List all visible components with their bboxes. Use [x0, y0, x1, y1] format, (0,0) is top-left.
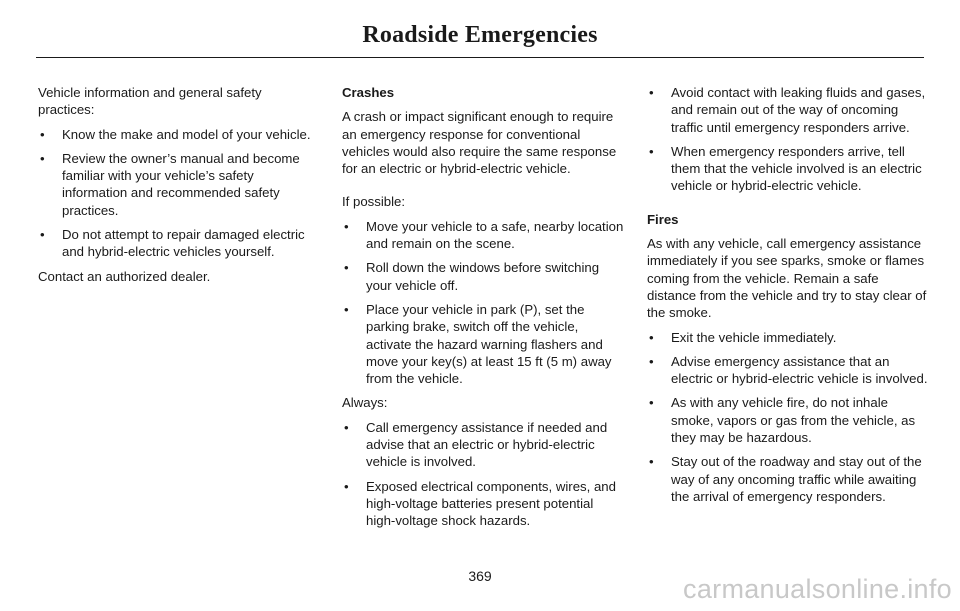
list-item: • Exit the vehicle immediately. [647, 329, 929, 346]
always-list [342, 419, 624, 530]
list-item: • Place your vehicle in park (P), set the parking brake, switch off the vehicle, activate the hazard warning flashers and move your key(s) at least 15 ft (5 m) away from the vehicle. [342, 301, 624, 387]
header-rule [36, 57, 924, 58]
crashes-intro: A crash or impact significant enough to require an emergency response for conventional vehicles would also require the same response for an electric or hybrid-electric vehicle. [342, 109, 617, 177]
list-item: • Review the owner’s manual and become familiar with your vehicle’s safety information and recommended safety practices. [38, 150, 320, 219]
list-item: • Know the make and model of your vehicle. [38, 126, 320, 143]
list-item: • Move your vehicle to a safe, nearby location and remain on the scene. [342, 218, 624, 253]
list-item: • Exposed electrical components, wires, and high-voltage batteries present potential high-voltage shock hazards. [342, 478, 624, 530]
watermark: carmanualsonline.info [683, 574, 952, 604]
fires-list [647, 329, 929, 506]
column-2 [342, 84, 624, 537]
page-number: 369 [468, 568, 492, 584]
crashes-heading: Crashes [342, 85, 395, 100]
if-possible-list [342, 218, 624, 388]
column-3 [647, 84, 929, 512]
vehicle-info-list [38, 126, 320, 261]
list-item: • When emergency responders arrive, tell them that the vehicle involved is an electric vehicle or hybrid-electric vehicle. [647, 143, 929, 195]
vehicle-info-intro: Vehicle information and general safety practices: [38, 85, 262, 118]
list-item: • Roll down the windows before switching your vehicle off. [342, 259, 624, 294]
fires-heading: Fires [647, 211, 679, 227]
dealer-note: Contact an authorized dealer. [38, 268, 211, 284]
list-item: • Advise emergency assistance that an electric or hybrid-electric vehicle is involved. [647, 353, 929, 388]
if-possible-label: If possible: [342, 194, 406, 210]
column-1 [38, 84, 320, 292]
list-item: • Stay out of the roadway and stay out of the way of any oncoming traffic while awaiting the arrival of emergency responders. [647, 453, 929, 505]
list-item: • Do not attempt to repair damaged electric and hybrid-electric vehicles yourself. [38, 226, 320, 261]
list-item: • As with any vehicle fire, do not inhale smoke, vapors or gas from the vehicle, as they may be hazardous. [647, 394, 929, 446]
crash-continued-list [647, 84, 929, 195]
list-item: • Call emergency assistance if needed and advise that an electric or hybrid-electric vehicle is involved. [342, 419, 624, 471]
always-label: Always: [342, 395, 388, 411]
page-title: Roadside Emergencies [362, 22, 598, 48]
list-item: • Avoid contact with leaking fluids and gases, and remain out of the way of oncoming traffic until emergency responders arrive. [647, 84, 929, 136]
fires-intro: As with any vehicle, call emergency assistance immediately if you see sparks, smoke or flames coming from the vehicle. Remain a safe distance from the vehicle and try to stay clear of the smoke. [647, 236, 927, 321]
